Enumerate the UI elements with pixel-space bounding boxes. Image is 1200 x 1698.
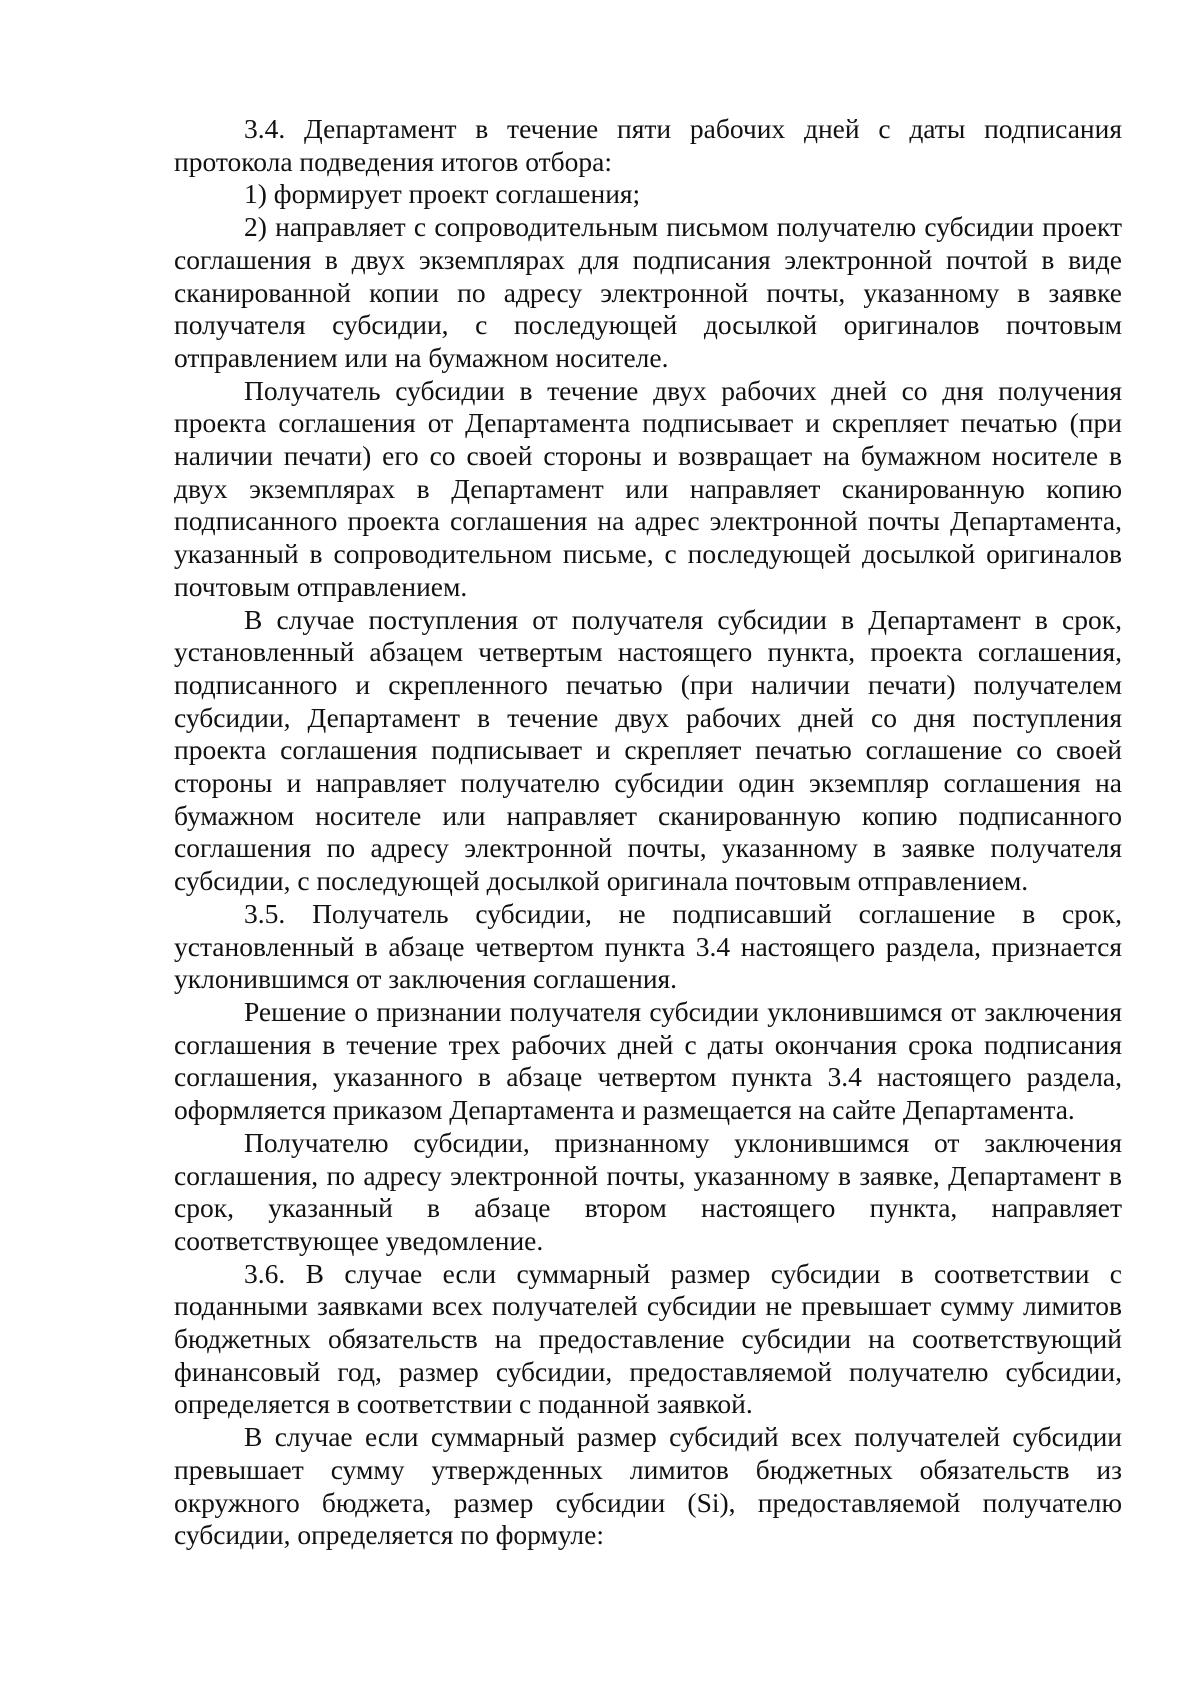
paragraph-3-6: 3.6. В случае если суммарный размер субсидии в соответствии с поданными заявками всех получателей субсидии не превышает сумму лимитов бюджетных обязательств на предоставление субсидии на соответствующий финансовый год, размер субсидии, предоставляемой получателю субсидии, определяется в соответствии с поданной заявкой. — [174, 1257, 1122, 1420]
paragraph-evasion-decision: Решение о признании получателя субсидии уклонившимся от заключения соглашения в течение трех рабочих дней с даты окончания срока подписания соглашения, указанного в абзаце четвертом пункта 3.4 настоящего раздела, оформляется приказом Департамента и размещается на сайте Департамента. — [174, 995, 1122, 1126]
paragraph-3-4: 3.4. Департамент в течение пяти рабочих дней с даты подписания протокола подведения итогов отбора: — [174, 113, 1122, 177]
paragraph-department-signing: В случае поступления от получателя субсидии в Департамент в срок, установленный абзацем четвертым настоящего пункта, проекта соглашения, подписанного и скрепленного печатью (при наличии печати) получателем субсидии, Департамент в течение двух рабочих дней со дня поступления проекта соглашения подписывает и скрепляет печатью соглашение со своей стороны и направляет получателю субсидии один экземпляр соглашения на бумажном носителе или направляет сканированную копию подписанного соглашения по адресу электронной почты, указанному в заявке получателя субсидии, с последующей досылкой оригинала почтовым отправлением. — [174, 603, 1122, 897]
paragraph-recipient-signing: Получатель субсидии в течение двух рабочих дней со дня получения проекта соглашения от Департамента подписывает и скрепляет печатью (при наличии печати) его со своей стороны и возвращает на бумажном носителе в двух экземплярах в Департамент или направляет сканированную копию подписанного проекта соглашения на адрес электронной почты Департамента, указанный в сопроводительном письме, с последующей досылкой оригиналов почтовым отправлением. — [174, 374, 1122, 602]
paragraph-evasion-notice: Получателю субсидии, признанному уклонившимся от заключения соглашения, по адресу электронной почты, указанному в заявке, Департамент в срок, указанный в абзаце втором настоящего пункта, направляет соответствующее уведомление. — [174, 1126, 1122, 1256]
document-body — [174, 113, 1122, 1552]
paragraph-item-2: 2) направляет с сопроводительным письмом получателю субсидии проект соглашения в двух экземплярах для подписания электронной почтой в виде сканированной копии по адресу электронной почты, указанному в заявке получателя субсидии, с последующей досылкой оригиналов почтовым отправлением или на бумажном носителе. — [174, 211, 1122, 373]
paragraph-formula-intro: В случае если суммарный размер субсидий всех получателей субсидии превышает сумму утвержденных лимитов бюджетных обязательств из окружного бюджета, размер субсидии (Si), предоставляемой получателю субсидии, определяется по формуле: — [174, 1421, 1122, 1551]
paragraph-item-1: 1) формирует проект соглашения; — [244, 178, 641, 210]
paragraph-3-5: 3.5. Получатель субсидии, не подписавший соглашение в срок, установленный в абзаце четвертом пункта 3.4 настоящего раздела, признается уклонившимся от заключения соглашения. — [174, 897, 1122, 995]
